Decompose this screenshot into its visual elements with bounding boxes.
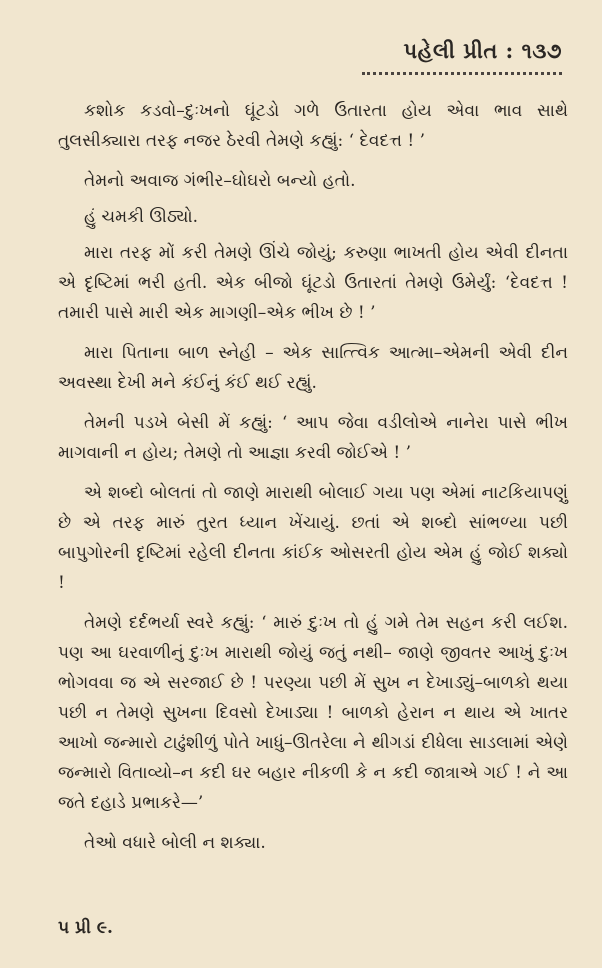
header-title: પહેલી પ્રીત : ૧૩૭ <box>403 38 562 63</box>
paragraph-2: તેમનો અવાજ ગંભીર–ઘોઘરો બન્યો હતો. <box>84 171 356 191</box>
paragraph-1: કશોક કડવો–દુઃખનો ઘૂંટડો ગળે ઉતારતા હોય એવા ભાવ સાથે તુલસીક્યારા તરફ નજર ઠેરવી તેમણે કહ્યું: ‘ દેવદત્ત ! ’ <box>58 101 568 151</box>
header-dotted-rule <box>362 70 562 75</box>
paragraph-8: તેમણે દર્દભર્યા સ્વરે કહ્યું: ‘ મારું દુઃખ તો હું ગમે તેમ સહન કરી લઈશ. પણ આ ઘરવાળીનું દુઃખ મારાથી જોયું જતું નથી– જાણે જીવતર આખું દુઃખ ભોગવવા જ એ સરજાઈ છે ! પરણ્યા પછી મેં સુખ ન દેખાડ્યું–બાળકો થયા પછી ન તેમણે સુખના દિવસો દેખાડ્યા ! બાળકો હેરાન ન થાય એ ખાતર આખો જન્મારો ટાઢુંશીળું પોતે ખાધું–ઊતરેલા ને થીગડાં દીધેલા સાડલામાં એણે જન્મારો વિતાવ્યો–ન કદી ઘર બહાર નીકળી કે ન કદી જાત્રાએ ગઈ ! ને આ જતે દહાડે પ્રભાકરે—’ <box>58 613 568 813</box>
closing-line: તેઓ વધારે બોલી ન શક્યા. <box>84 833 266 853</box>
paragraph-4: મારા તરફ મોં કરી તેમણે ઊંચે જોયું; કરુણા ભાખતી હોય એવી દીનતા એ દૃષ્ટિમાં ભરી હતી. એક બીજો ઘૂંટડો ઉતારતાં તેમણે ઉમેર્યું: ‘દેવદત્ત ! તમારી પાસે મારી એક માગણી–એક ભીખ છે ! ’ <box>58 243 568 323</box>
paragraph-6: તેમની પડખે બેસી મેં કહ્યું: ‘ આપ જેવા વડીલોએ નાનેરા પાસે ભીખ માગવાની ન હોય; તેમણે તો આજ્ઞા કરવી જોઈએ ! ’ <box>58 413 568 463</box>
signature-mark: ૫ પ્રી ૯. <box>58 918 113 938</box>
body-text <box>58 96 568 858</box>
paragraph-7: એ શબ્દો બોલતાં તો જાણે મારાથી બોલાઈ ગયા પણ એમાં નાટકિયાપણું છે એ તરફ મારું તુરત ધ્યાન ખેંચાયું. છતાં એ શબ્દો સાંભળ્યા પછી બાપુગોરની દૃષ્ટિમાં રહેલી દીનતા કાંઈક ઓસરતી હોય એમ હું જોઈ શક્યો ! <box>58 483 568 593</box>
running-header <box>362 38 562 75</box>
paragraph-5: મારા પિતાના બાળ સ્નેહી – એક સાત્ત્વિક આત્મા–એમની એવી દીન અવસ્થા દેખી મને કંઈનું કંઈ થઈ રહ્યું. <box>58 343 568 393</box>
paragraph-3: હું ચમકી ઊઠ્યો. <box>84 207 198 227</box>
